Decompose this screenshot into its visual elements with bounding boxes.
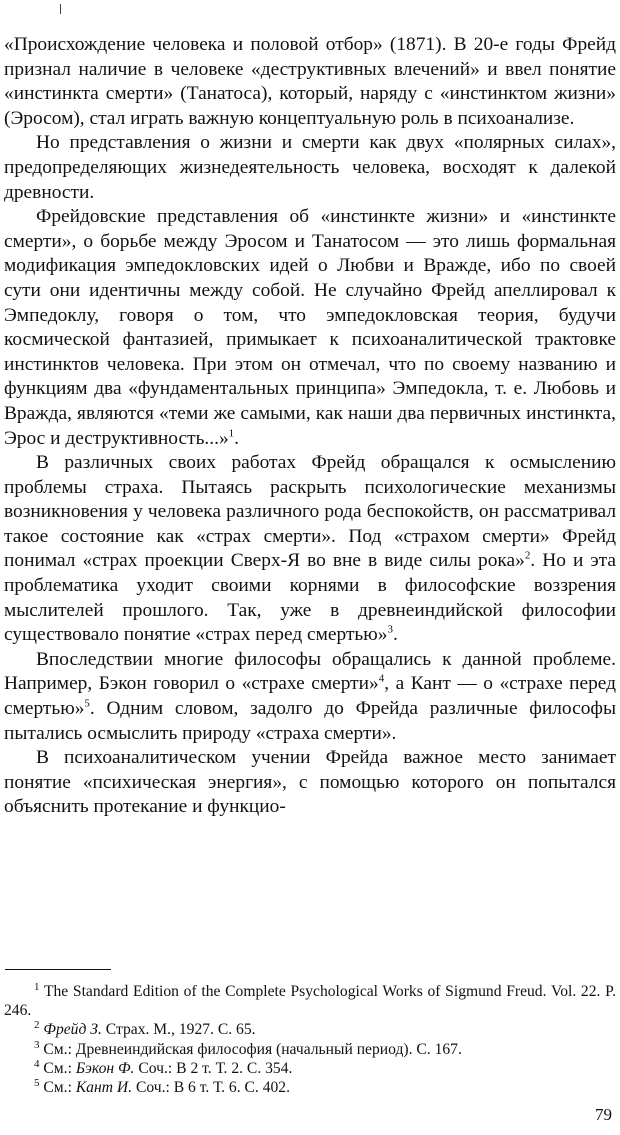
footnote-author: Фрейд З. <box>43 1021 102 1039</box>
paragraph-4-seg1: В различных своих работах Фрейд обращался к осмыслению проблемы страха. Пытаясь раскрыть психологические механизмы возникновения у человека различного рода беспокойств, он рассматривал такое состояние как «страх смерти». Под «страхом смерти» Фрейд понимал «страх проекции Сверх-Я во вне в виде силы рока» <box>4 452 616 572</box>
footnote-prefix: См.: <box>43 1059 72 1077</box>
footnote-divider <box>5 969 111 970</box>
footnote-number: 3 <box>34 1038 40 1051</box>
scan-mark <box>60 4 61 14</box>
footnote-text: Соч.: В 2 т. Т. 2. С. 354. <box>138 1059 293 1077</box>
footnote-ref-2[interactable]: 2 <box>524 550 531 562</box>
paragraph-4-seg2: . Но и эта проблематика уходит своими корнями в философские воззрения мыслителей прошлого. Так, уже в древнеиндийской философии существовало понятие «страх перед смертью» <box>4 550 617 646</box>
footnote-ref-1[interactable]: 1 <box>228 427 235 440</box>
paragraph-5-seg3: . Одним словом, задолго до Фрейда различные философы пытались осмыслить природу «страха смерти». <box>4 698 616 744</box>
paragraph-6 <box>4 746 616 820</box>
paragraph-3-end: . <box>234 427 240 449</box>
footnote-1 <box>4 982 616 1020</box>
footnote-number: 2 <box>34 1019 40 1032</box>
footnote-text: Страх. М., 1927. С. 65. <box>105 1021 256 1039</box>
footnote-ref-4[interactable]: 4 <box>378 672 385 685</box>
footnote-text: The Standard Edition of the Complete Psychological Works of Sigmund Freud. Vol. 22. P. 246. <box>4 983 616 1020</box>
footnote-text: Соч.: В 6 т. Т. 6. С. 402. <box>135 1079 290 1097</box>
paragraph-1-continued <box>4 33 616 131</box>
footnote-number: 4 <box>34 1057 40 1070</box>
paragraph-5 <box>4 648 616 746</box>
paragraph-2 <box>4 131 616 205</box>
paragraph-5-seg2: , а Кант — о «страхе перед смертью» <box>4 673 616 720</box>
paragraph-4 <box>4 451 616 648</box>
footnote-5 <box>4 1078 616 1097</box>
footnote-number: 5 <box>34 1076 40 1089</box>
footnote-2 <box>4 1020 616 1039</box>
footnote-3 <box>4 1040 616 1059</box>
paragraph-3-text: Фрейдовские представления об «инстинкте жизни» и «инстинкте смерти», о борьбе между Эросом и Танатосом — это лишь формальная модификация эмпедокловских идей о Любви и Вражде, ибо по своей сути они идентичны между собой. Не случайно Фрейд апеллировал к Эмпедоклу, говоря о том, что эмпедокловская теория, будучи космической фантазией, примыкает к психоаналитической трактовке инстинктов человека. При этом он отмечал, что по своему названию и функциям два «фундаментальных принципа» Эмпедокла, т. е. Любовь и Вражда, являются «теми же самыми, как наши два первичных инстинкта, Эрос и деструктивность...» <box>4 206 616 449</box>
footnotes <box>4 982 616 1097</box>
footnote-ref-5[interactable]: 5 <box>84 697 90 710</box>
paragraph-6-text: В психоаналитическом учении Фрейда важное место занимает понятие «психическая энергия», с помощью которого он попытался объяснить протекание и функцио- <box>4 747 616 818</box>
footnote-prefix: См.: <box>43 1079 72 1097</box>
footnote-text: См.: Древнеиндийская философия (начальный период). С. 167. <box>43 1040 462 1058</box>
footnote-author: Бэкон Ф. <box>75 1059 135 1077</box>
paragraph-5-seg1: Впоследствии многие философы обращались к данной проблеме. Например, Бэкон говорил о «страхе смерти» <box>4 648 616 695</box>
paragraph-2-text: Но представления о жизни и смерти как двух «полярных силах», предопределяющих жизнедеятельность человека, восходят к далекой древности. <box>4 132 616 203</box>
paragraph-1-text: «Происхождение человека и половой отбор» (1871). В 20-е годы Фрейд признал наличие в человеке «деструктивных влечений» и ввел понятие «инстинкта смерти» (Танатоса), который, наряду с «инстинктом жизни» (Эросом), стал играть важную концептуальную роль в психоанализе. <box>4 34 616 129</box>
footnote-author: Кант И. <box>75 1079 133 1097</box>
footnote-number: 1 <box>34 980 40 993</box>
footnote-4 <box>4 1059 616 1078</box>
footnote-ref-3[interactable]: 3 <box>387 623 393 636</box>
paragraph-4-seg3: . <box>392 624 398 646</box>
page-number: 79 <box>595 1105 612 1124</box>
body-text <box>4 33 616 820</box>
paragraph-3 <box>4 205 616 451</box>
